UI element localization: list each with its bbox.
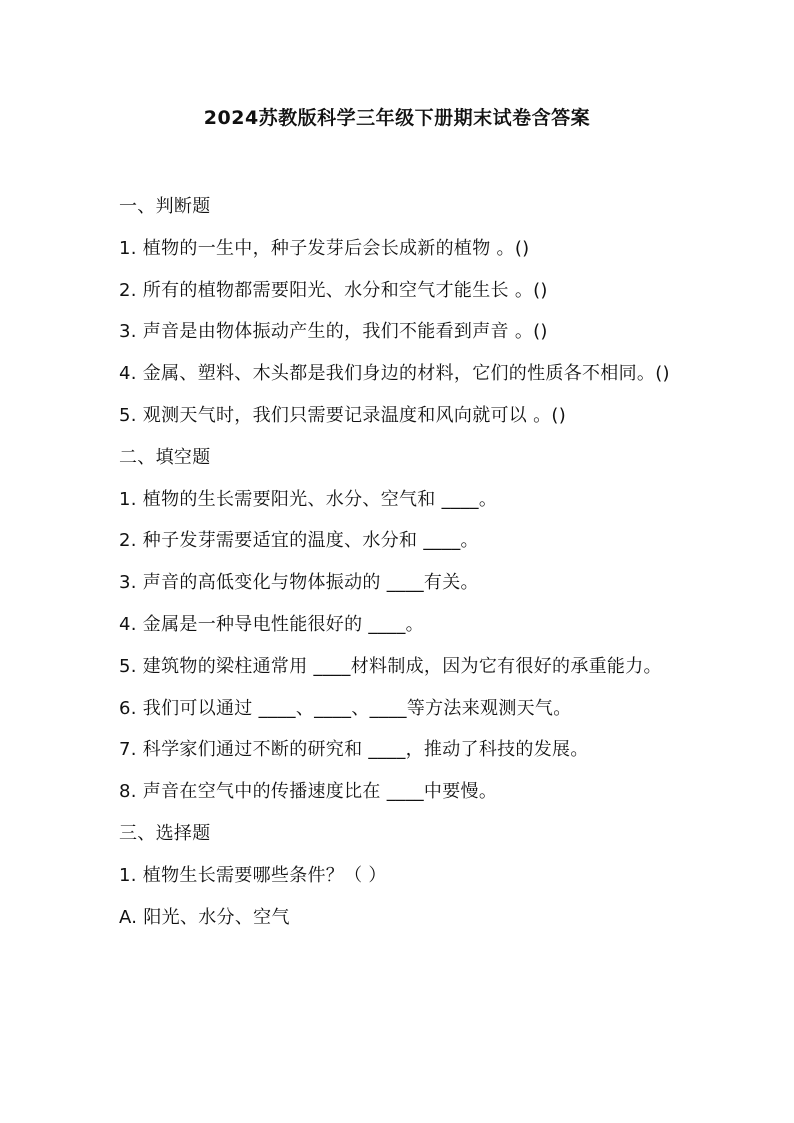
section-heading: 二、填空题 [119,446,211,468]
section-fill-blank [119,437,679,813]
section-heading: 一、判断题 [119,196,211,217]
section-true-false [119,186,679,437]
question-item: 2. 种子发芽需要适宜的温度、水分和 ____。 [119,530,479,552]
question-item: 5. 观测天气时，我们只需要记录温度和风向就可以 。() [119,404,567,426]
question-item: 2. 所有的植物都需要阳光、水分和空气才能生长 。() [119,279,548,301]
question-item: 6. 我们可以通过 ____、____、____等方法来观测天气。 [119,697,572,719]
question-item: 1. 植物的一生中，种子发芽后会长成新的植物 。() [119,237,530,259]
document-title: 2024苏教版科学三年级下册期末试卷含答案 [203,107,591,129]
question-item: 1. 植物的生长需要阳光、水分、空气和 ____。 [119,488,498,510]
question-item: 8. 声音在空气中的传播速度比在 ____中要慢。 [119,781,498,803]
question-item: 3. 声音是由物体振动产生的，我们不能看到声音 。() [119,321,548,343]
question-item: 4. 金属是一种导电性能很好的 ____。 [119,613,424,635]
question-item: 4. 金属、塑料、木头都是我们身边的材料，它们的性质各不相同。() [119,363,670,385]
section-multiple-choice [119,813,679,938]
document-body [119,186,679,938]
question-item: 7. 科学家们通过不断的研究和 ____，推动了科技的发展。 [119,739,589,761]
question-item: 1. 植物生长需要哪些条件？（ ） [119,864,387,886]
answer-option: A. 阳光、水分、空气 [119,906,290,928]
question-item: 5. 建筑物的梁柱通常用 ____材料制成，因为它有很好的承重能力。 [119,655,662,677]
question-item: 3. 声音的高低变化与物体振动的 ____有关。 [119,572,479,594]
section-heading: 三、选择题 [119,822,211,844]
